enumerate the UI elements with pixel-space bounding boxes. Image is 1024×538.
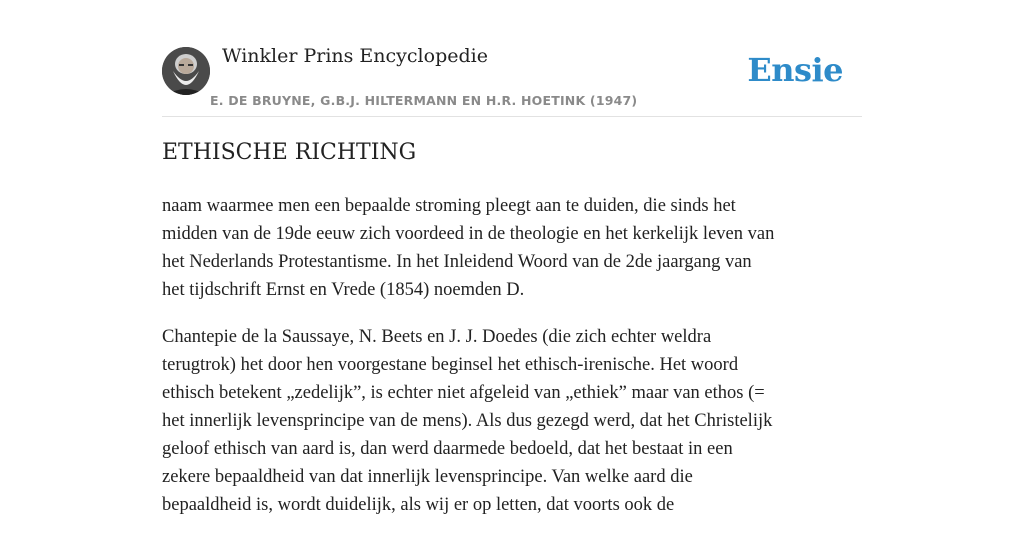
text-line: het tijdschrift Ernst en Vrede (1854) noemden D. xyxy=(162,280,525,300)
article-title: ETHISCHE RICHTING xyxy=(162,140,417,165)
bearded-man-portrait-icon xyxy=(162,47,210,95)
text-line: geloof ethisch van aard is, dan werd daarmede bedoeld, dat het bestaat in een xyxy=(162,439,733,459)
text-line: bepaaldheid is, wordt duidelijk, als wij er op letten, dat voorts ook de xyxy=(162,495,675,515)
article-paragraph xyxy=(162,192,862,304)
author-avatar[interactable] xyxy=(162,47,210,95)
text-line: midden van de 19de eeuw zich voordeed in de theologie en het kerkelijk leven van xyxy=(162,224,775,244)
text-line: ethisch betekent „zedelijk”, is echter niet afgeleid van „ethiek” maar van ethos (= xyxy=(162,383,765,403)
text-line: Chantepie de la Saussaye, N. Beets en J. J. Doedes (die zich echter weldra xyxy=(162,327,712,347)
text-line: terugtrok) het door hen voorgestane beginsel het ethisch-irenische. Het woord xyxy=(162,355,739,375)
site-header xyxy=(162,0,862,117)
text-line: het Nederlands Protestantisme. In het Inleidend Woord van de 2de jaargang van xyxy=(162,252,752,272)
text-line: het innerlijk levensprincipe van de mens). Als dus gezegd werd, dat het Christelijk xyxy=(162,411,773,431)
article-body xyxy=(162,192,862,538)
text-line: naam waarmee men een bepaalde stroming pleegt aan te duiden, die sinds het xyxy=(162,196,736,216)
article-paragraph xyxy=(162,323,862,519)
ensie-logo[interactable]: Ensie xyxy=(747,51,843,89)
site-title[interactable]: Winkler Prins Encyclopedie xyxy=(222,45,488,67)
text-line: zekere bepaaldheid van dat innerlijk levensprincipe. Van welke aard die xyxy=(162,467,693,487)
authors-byline: E. DE BRUYNE, G.B.J. HILTERMANN EN H.R. HOETINK (1947) xyxy=(210,93,638,108)
